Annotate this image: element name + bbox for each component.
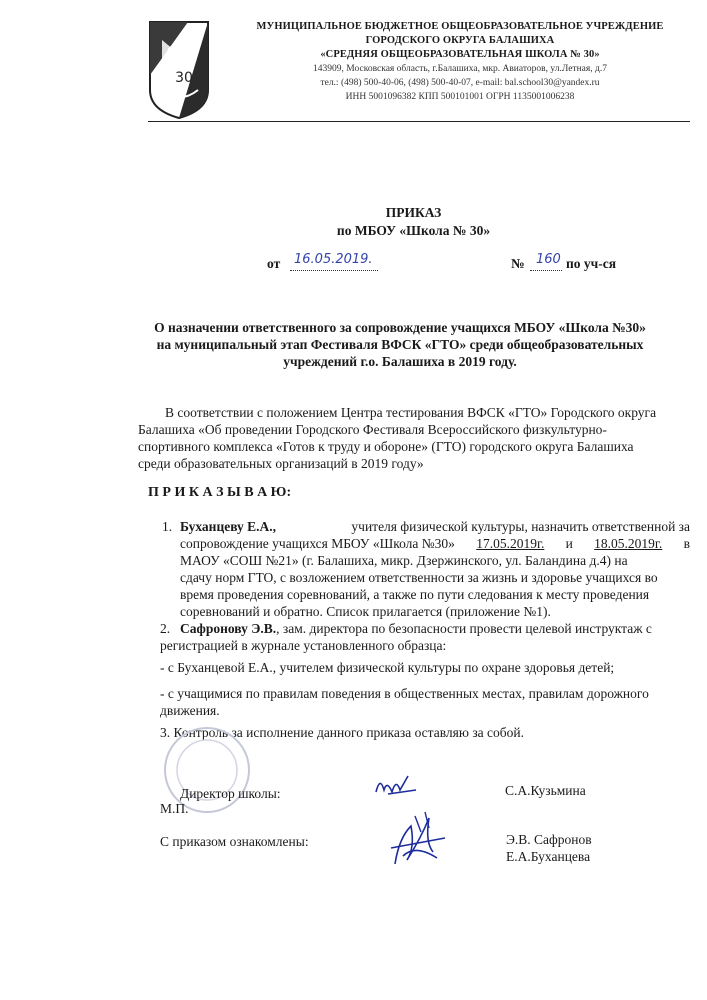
org-line-1: МУНИЦИПАЛЬНОЕ БЮДЖЕТНОЕ ОБЩЕОБРАЗОВАТЕЛЬНОЕ УЧРЕЖДЕНИЕ bbox=[256, 21, 664, 32]
emblem-number: 30 bbox=[175, 70, 193, 86]
org-address: 143909, Московская область, г.Балашиха, мкр. Авиаторов, ул.Летная, д.7 bbox=[313, 64, 607, 74]
item2-bullet-1: - с Буханцевой Е.А., учителем физической культуры по охране здоровья детей; bbox=[160, 660, 615, 675]
item1-name: Буханцеву Е.А., bbox=[180, 519, 277, 534]
item1-in: в bbox=[683, 536, 690, 551]
preamble-line-3: спортивного комплекса «Готов к труду и обороне» (ГТО) городского округа Балашиха bbox=[138, 439, 634, 454]
item2-bullet-2-b: движения. bbox=[160, 703, 220, 718]
header-divider bbox=[148, 121, 690, 122]
item1-line-2-a: сопровождение учащихся МБОУ «Школа №30» bbox=[180, 536, 455, 551]
preamble-line-2: Балашиха «Об проведении Городского Фестиваля Всероссийского физкультурно- bbox=[138, 422, 607, 437]
item1-date-2: 18.05.2019г. bbox=[594, 536, 663, 551]
item3-text: 3. Контроль за исполнение данного приказа оставляю за собой. bbox=[160, 725, 524, 740]
order-command: П Р И К А З Ы В А Ю: bbox=[148, 485, 292, 500]
order-number-prefix: № bbox=[511, 256, 525, 271]
preamble-line-1: В соответствии с положением Центра тестирования ВФСК «ГТО» Городского округа bbox=[165, 405, 657, 420]
school-emblem bbox=[148, 20, 210, 120]
subject-line-3: учреждений г.о. Балашиха в 2019 году. bbox=[283, 354, 517, 369]
item2-number: 2. bbox=[160, 621, 171, 636]
item2-bullet-2-a: - с учащимися по правилам поведения в общественных местах, правилам дорожного bbox=[160, 686, 649, 701]
order-title: ПРИКАЗ bbox=[385, 205, 442, 220]
item1-line-2 bbox=[180, 536, 690, 552]
item1-line-1 bbox=[180, 519, 690, 535]
subject-line-2: на муниципальный этап Фестиваля ВФСК «ГТО» среди общеобразовательных bbox=[156, 337, 644, 352]
item2-line-2: регистрацией в журнале установленного образца: bbox=[160, 638, 447, 653]
order-date-field bbox=[290, 252, 378, 271]
org-ids: ИНН 5001096382 КПП 500101001 ОГРН 1135001006238 bbox=[345, 92, 575, 102]
order-number-field bbox=[530, 252, 562, 271]
preamble-line-4: среди образовательных организаций в 2019 году» bbox=[138, 456, 424, 471]
director-name: С.А.Кузьмина bbox=[505, 783, 586, 798]
order-date-value: 16.05.2019. bbox=[294, 252, 373, 267]
item2-line-1-rest: , зам. директора по безопасности провести целевой инструктаж с bbox=[276, 621, 652, 636]
director-signature bbox=[372, 770, 422, 802]
director-label: Директор школы: bbox=[180, 786, 281, 801]
subject-line-1: О назначении ответственного за сопровождение учащихся МБОУ «Школа №30» bbox=[154, 320, 646, 335]
item1-line-3: МАОУ «СОШ №21» (г. Балашиха, микр. Дзержинского, ул. Баландина д.4) на bbox=[180, 553, 628, 568]
acknowledged-label: С приказом ознакомлены: bbox=[160, 834, 309, 849]
org-contacts: тел.: (498) 500-40-06, (498) 500-40-07, e-mail: bal.school30@yandex.ru bbox=[320, 78, 600, 88]
mp-label: М.П. bbox=[160, 801, 189, 816]
item1-number: 1. bbox=[162, 519, 173, 534]
item1-line-1-rest: учителя физической культуры, назначить ответственной за bbox=[351, 519, 690, 534]
item2-line-1 bbox=[180, 621, 652, 637]
org-line-2: ГОРОДСКОГО ОКРУГА БАЛАШИХА bbox=[365, 35, 555, 46]
acknowledged-name-2: Е.А.Буханцева bbox=[506, 849, 591, 864]
order-number-suffix: по уч-ся bbox=[566, 256, 617, 271]
item1-line-5: время проведения соревнований, а также по пути следования к месту проведения bbox=[180, 587, 650, 602]
item2-name: Сафронову Э.В. bbox=[180, 621, 277, 636]
item1-line-4: сдачу норм ГТО, с возложением ответственности за жизнь и здоровье учащихся во bbox=[180, 570, 658, 585]
item1-and: и bbox=[565, 536, 573, 551]
order-number-value: 160 bbox=[536, 252, 561, 267]
item1-line-6: соревнований и обратно. Список прилагается (приложение №1). bbox=[180, 604, 551, 619]
order-subtitle: по МБОУ «Школа № 30» bbox=[336, 223, 491, 238]
acknowledged-name-1: Э.В. Сафронов bbox=[506, 832, 592, 847]
order-date-prefix: от bbox=[267, 256, 281, 271]
acknowledgement-signatures bbox=[385, 808, 457, 870]
item1-date-1: 17.05.2019г. bbox=[476, 536, 545, 551]
org-line-3: «СРЕДНЯЯ ОБЩЕОБРАЗОВАТЕЛЬНАЯ ШКОЛА № 30» bbox=[320, 49, 600, 60]
